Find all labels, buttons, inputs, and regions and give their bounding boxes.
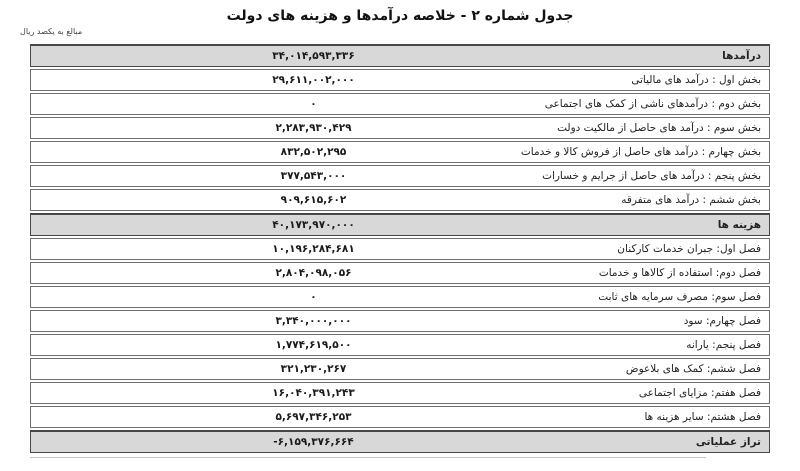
row-label: بخش پنجم : درآمد های حاصل از جرایم و خسارات (542, 170, 761, 182)
section-row (30, 44, 770, 67)
row-value: -۶,۱۵۹,۳۷۶,۶۶۴ (273, 436, 354, 448)
row-value: ۳,۳۴۰,۰۰۰,۰۰۰ (275, 315, 352, 327)
row-label: فصل هفتم: مزایای اجتماعی (638, 387, 761, 399)
row-label: تراز عملیاتی (695, 436, 761, 448)
row-value: ۰ (310, 291, 317, 303)
table-row (30, 382, 770, 404)
table-row (30, 334, 770, 356)
table-row (30, 406, 770, 428)
table-row (30, 69, 770, 91)
row-label: درآمدها (722, 50, 761, 62)
row-label: فصل سوم: مصرف سرمایه های ثابت (598, 291, 761, 303)
row-label: فصل دوم: استفاده از کالاها و خدمات (598, 267, 761, 279)
row-value: ۵,۶۹۷,۳۴۶,۲۵۳ (275, 411, 352, 423)
section-row (30, 430, 770, 453)
row-label: بخش دوم : درآمدهای ناشی از کمک های اجتماعی (544, 98, 761, 110)
row-value: ۳۷۷,۵۴۳,۰۰۰ (280, 170, 347, 182)
row-label: فصل پنجم: یارانه (686, 339, 761, 351)
footer-divider (30, 457, 706, 458)
row-value: ۹۰۹,۶۱۵,۶۰۲ (280, 194, 347, 206)
row-label: بخش چهارم : درآمد های حاصل از فروش کالا و خدمات (520, 146, 761, 158)
row-value: ۰ (310, 98, 317, 110)
row-label: بخش اول : درآمد های مالیاتی (631, 74, 761, 86)
row-value: ۱۶,۰۴۰,۳۹۱,۲۴۳ (272, 387, 355, 399)
section-row (30, 213, 770, 236)
row-label: فصل ششم: کمک های بلاعوض (625, 363, 761, 375)
units-caption: مبالغ به یکصد ریال (20, 27, 83, 36)
row-label: فصل چهارم: سود (683, 315, 761, 327)
table-row (30, 238, 770, 260)
row-value: ۳۲۱,۲۳۰,۲۶۷ (280, 363, 347, 375)
table-row (30, 310, 770, 332)
table-row (30, 286, 770, 308)
row-value: ۲۹,۶۱۱,۰۰۲,۰۰۰ (272, 74, 355, 86)
table-row (30, 165, 770, 187)
row-value: ۱,۷۷۴,۶۱۹,۵۰۰ (275, 339, 352, 351)
budget-table (30, 44, 770, 455)
row-label: فصل هشتم: سایر هزینه ها (644, 411, 761, 423)
table-row (30, 189, 770, 211)
row-value: ۲,۸۰۴,۰۹۸,۰۵۶ (275, 267, 352, 279)
row-label: بخش ششم : درآمد های متفرقه (621, 194, 761, 206)
row-value: ۴۰,۱۷۳,۹۷۰,۰۰۰ (272, 219, 355, 231)
row-label: هزینه ها (717, 219, 761, 231)
page-title: جدول شماره ۲ - خلاصه درآمدها و هزینه های دولت (226, 8, 574, 24)
row-value: ۸۳۲,۵۰۲,۲۹۵ (280, 146, 347, 158)
table-row (30, 358, 770, 380)
table-row (30, 262, 770, 284)
row-label: فصل اول: جبران خدمات کارکنان (617, 243, 761, 255)
table-row (30, 93, 770, 115)
row-value: ۱۰,۱۹۶,۲۸۴,۶۸۱ (272, 243, 355, 255)
table-row (30, 117, 770, 139)
row-value: ۲,۲۸۳,۹۳۰,۴۲۹ (275, 122, 352, 134)
row-label: بخش سوم : درآمد های حاصل از مالکیت دولت (557, 122, 761, 134)
row-value: ۳۴,۰۱۴,۵۹۳,۳۳۶ (272, 50, 355, 62)
table-row (30, 141, 770, 163)
